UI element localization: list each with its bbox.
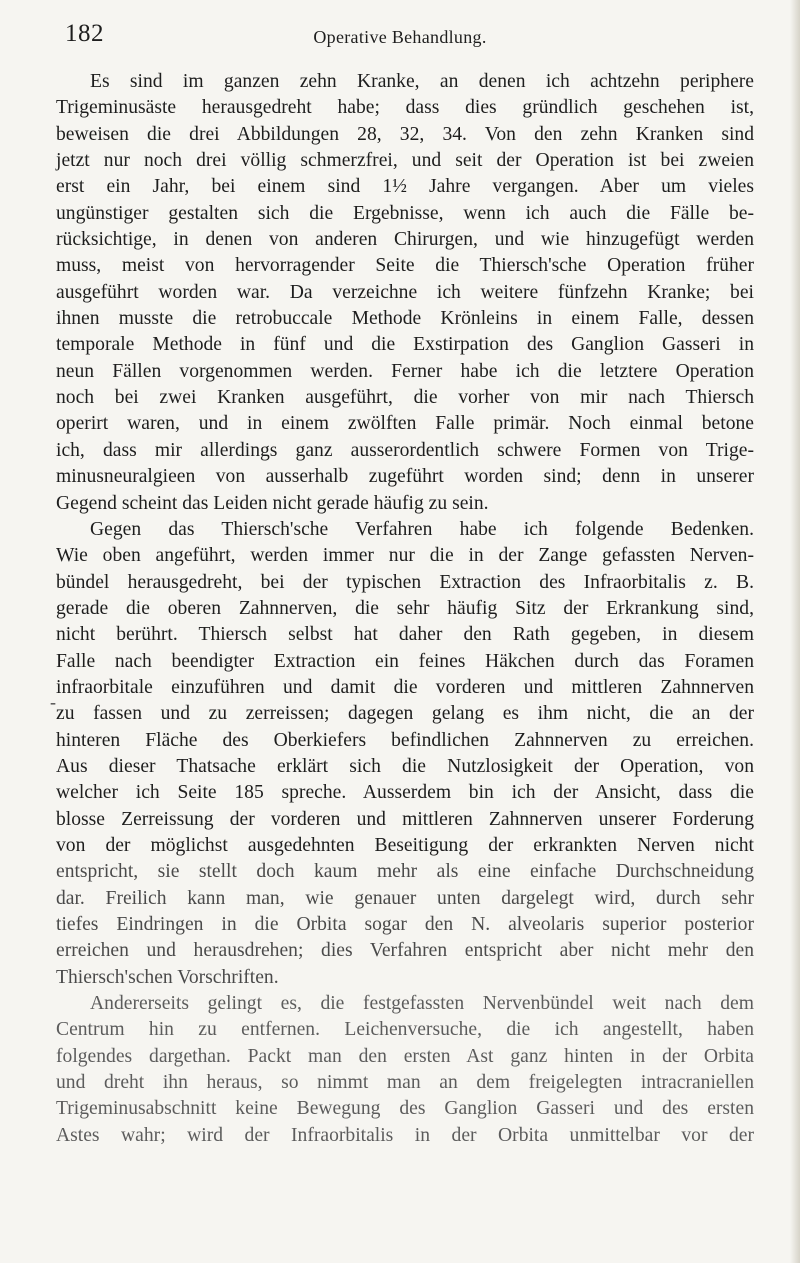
- text-line: Astes wahr; wird der Infraorbitalis in der Orbita unmittelbar vor der: [56, 1124, 754, 1146]
- text-line: nicht berührt. Thiersch selbst hat daher den Rath gegeben, in diesem: [56, 624, 754, 646]
- text-line: Falle nach beendigter Extraction ein feines Häkchen durch das Foramen: [56, 650, 754, 672]
- text-line: muss, meist von hervorragender Seite die Thiersch'sche Operation früher: [56, 255, 754, 277]
- text-line: noch bei zwei Kranken ausgeführt, die vorher von mir nach Thiersch: [56, 387, 754, 409]
- text-line: temporale Methode in fünf und die Exstirpation des Ganglion Gasseri in: [56, 334, 754, 356]
- text-line: entspricht, sie stellt doch kaum mehr als eine einfache Durchschneidung: [56, 861, 754, 883]
- text-line: folgendes dargethan. Packt man den ersten Ast ganz hinten in der Orbita: [56, 1045, 754, 1067]
- text-line: erst ein Jahr, bei einem sind 1½ Jahre vergangen. Aber um vieles: [56, 176, 754, 198]
- text-line: Andererseits gelingt es, die festgefassten Nervenbündel weit nach dem: [90, 993, 754, 1015]
- text-line: Gegend scheint das Leiden nicht gerade häufig zu sein.: [56, 492, 489, 514]
- text-line: ihnen musste die retrobuccale Methode Krönleins in einem Falle, dessen: [56, 308, 754, 330]
- text-line: Trigeminusäste herausgedreht habe; dass dies gründlich geschehen ist,: [56, 97, 754, 119]
- page-edge-shadow: [790, 0, 800, 1263]
- text-line: ich, dass mir allerdings ganz ausserordentlich schwere Formen von Trige-: [56, 439, 754, 461]
- text-line: dar. Freilich kann man, wie genauer unten dargelegt wird, durch sehr: [56, 887, 754, 909]
- text-line: hinteren Fläche des Oberkiefers befindlichen Zahnnerven zu erreichen.: [56, 729, 754, 751]
- text-line: minusneuralgieen von ausserhalb zugeführt worden sind; denn in unserer: [56, 466, 754, 488]
- text-line: ungünstiger gestalten sich die Ergebnisse, wenn ich auch die Fälle be-: [56, 202, 754, 224]
- running-title: Operative Behandlung.: [313, 27, 487, 47]
- text-line: blosse Zerreissung der vorderen und mittleren Zahnnerven unserer Forderung: [56, 808, 754, 830]
- text-line: neun Fällen vorgenommen werden. Ferner habe ich die letztere Operation: [56, 360, 754, 382]
- text-line: zu fassen und zu zerreissen; dagegen gelang es ihm nicht, die an der: [56, 703, 754, 725]
- body-text: [56, 69, 754, 1149]
- text-line: von der möglichst ausgedehnten Beseitigung der erkrankten Nerven nicht: [56, 834, 754, 856]
- text-line: Wie oben angeführt, werden immer nur die in der Zange gefassten Nerven-: [56, 545, 754, 567]
- text-line: infraorbitale einzuführen und damit die vorderen und mittleren Zahnnerven: [56, 676, 754, 698]
- text-line: tiefes Eindringen in die Orbita sogar den N. alveolaris superior posterior: [56, 914, 754, 935]
- text-line: Trigeminusabschnitt keine Bewegung des Ganglion Gasseri und des ersten: [56, 1098, 754, 1120]
- page-number: 182: [65, 20, 104, 47]
- text-line: Aus dieser Thatsache erklärt sich die Nutzlosigkeit der Operation, von: [56, 755, 754, 777]
- text-line: beweisen die drei Abbildungen 28, 32, 34. Von den zehn Kranken sind: [56, 123, 754, 145]
- text-line: Centrum hin zu entfernen. Leichenversuche, die ich angestellt, haben: [56, 1019, 754, 1041]
- text-line: operirt waren, und in einem zwölften Falle primär. Noch einmal betone: [56, 413, 754, 435]
- text-line: bündel herausgedreht, bei der typischen Extraction des Infraorbitalis z. B.: [56, 571, 754, 593]
- text-line: erreichen und herausdrehen; dies Verfahren entspricht aber nicht mehr den: [56, 940, 754, 962]
- text-line: rücksichtige, in denen von anderen Chirurgen, und wie hinzugefügt werden: [56, 229, 754, 251]
- text-line: jetzt nur noch drei völlig schmerzfrei, und seit der Operation ist bei zweien: [56, 150, 754, 172]
- margin-mark: -: [50, 692, 56, 712]
- text-line: welcher ich Seite 185 spreche. Ausserdem bin ich der Ansicht, dass die: [56, 782, 754, 804]
- text-line: gerade die oberen Zahnnerven, die sehr häufig Sitz der Erkrankung sind,: [56, 597, 754, 619]
- text-line: ausgeführt worden war. Da verzeichne ich weitere fünfzehn Kranke; bei: [56, 281, 754, 303]
- text-line: Gegen das Thiersch'sche Verfahren habe ich folgende Bedenken.: [90, 518, 754, 540]
- text-line: Es sind im ganzen zehn Kranke, an denen ich achtzehn periphere: [90, 71, 754, 92]
- text-line: Thiersch'schen Vorschriften.: [56, 966, 279, 988]
- text-line: und dreht ihn heraus, so nimmt man an dem freigelegten intracraniellen: [56, 1072, 754, 1094]
